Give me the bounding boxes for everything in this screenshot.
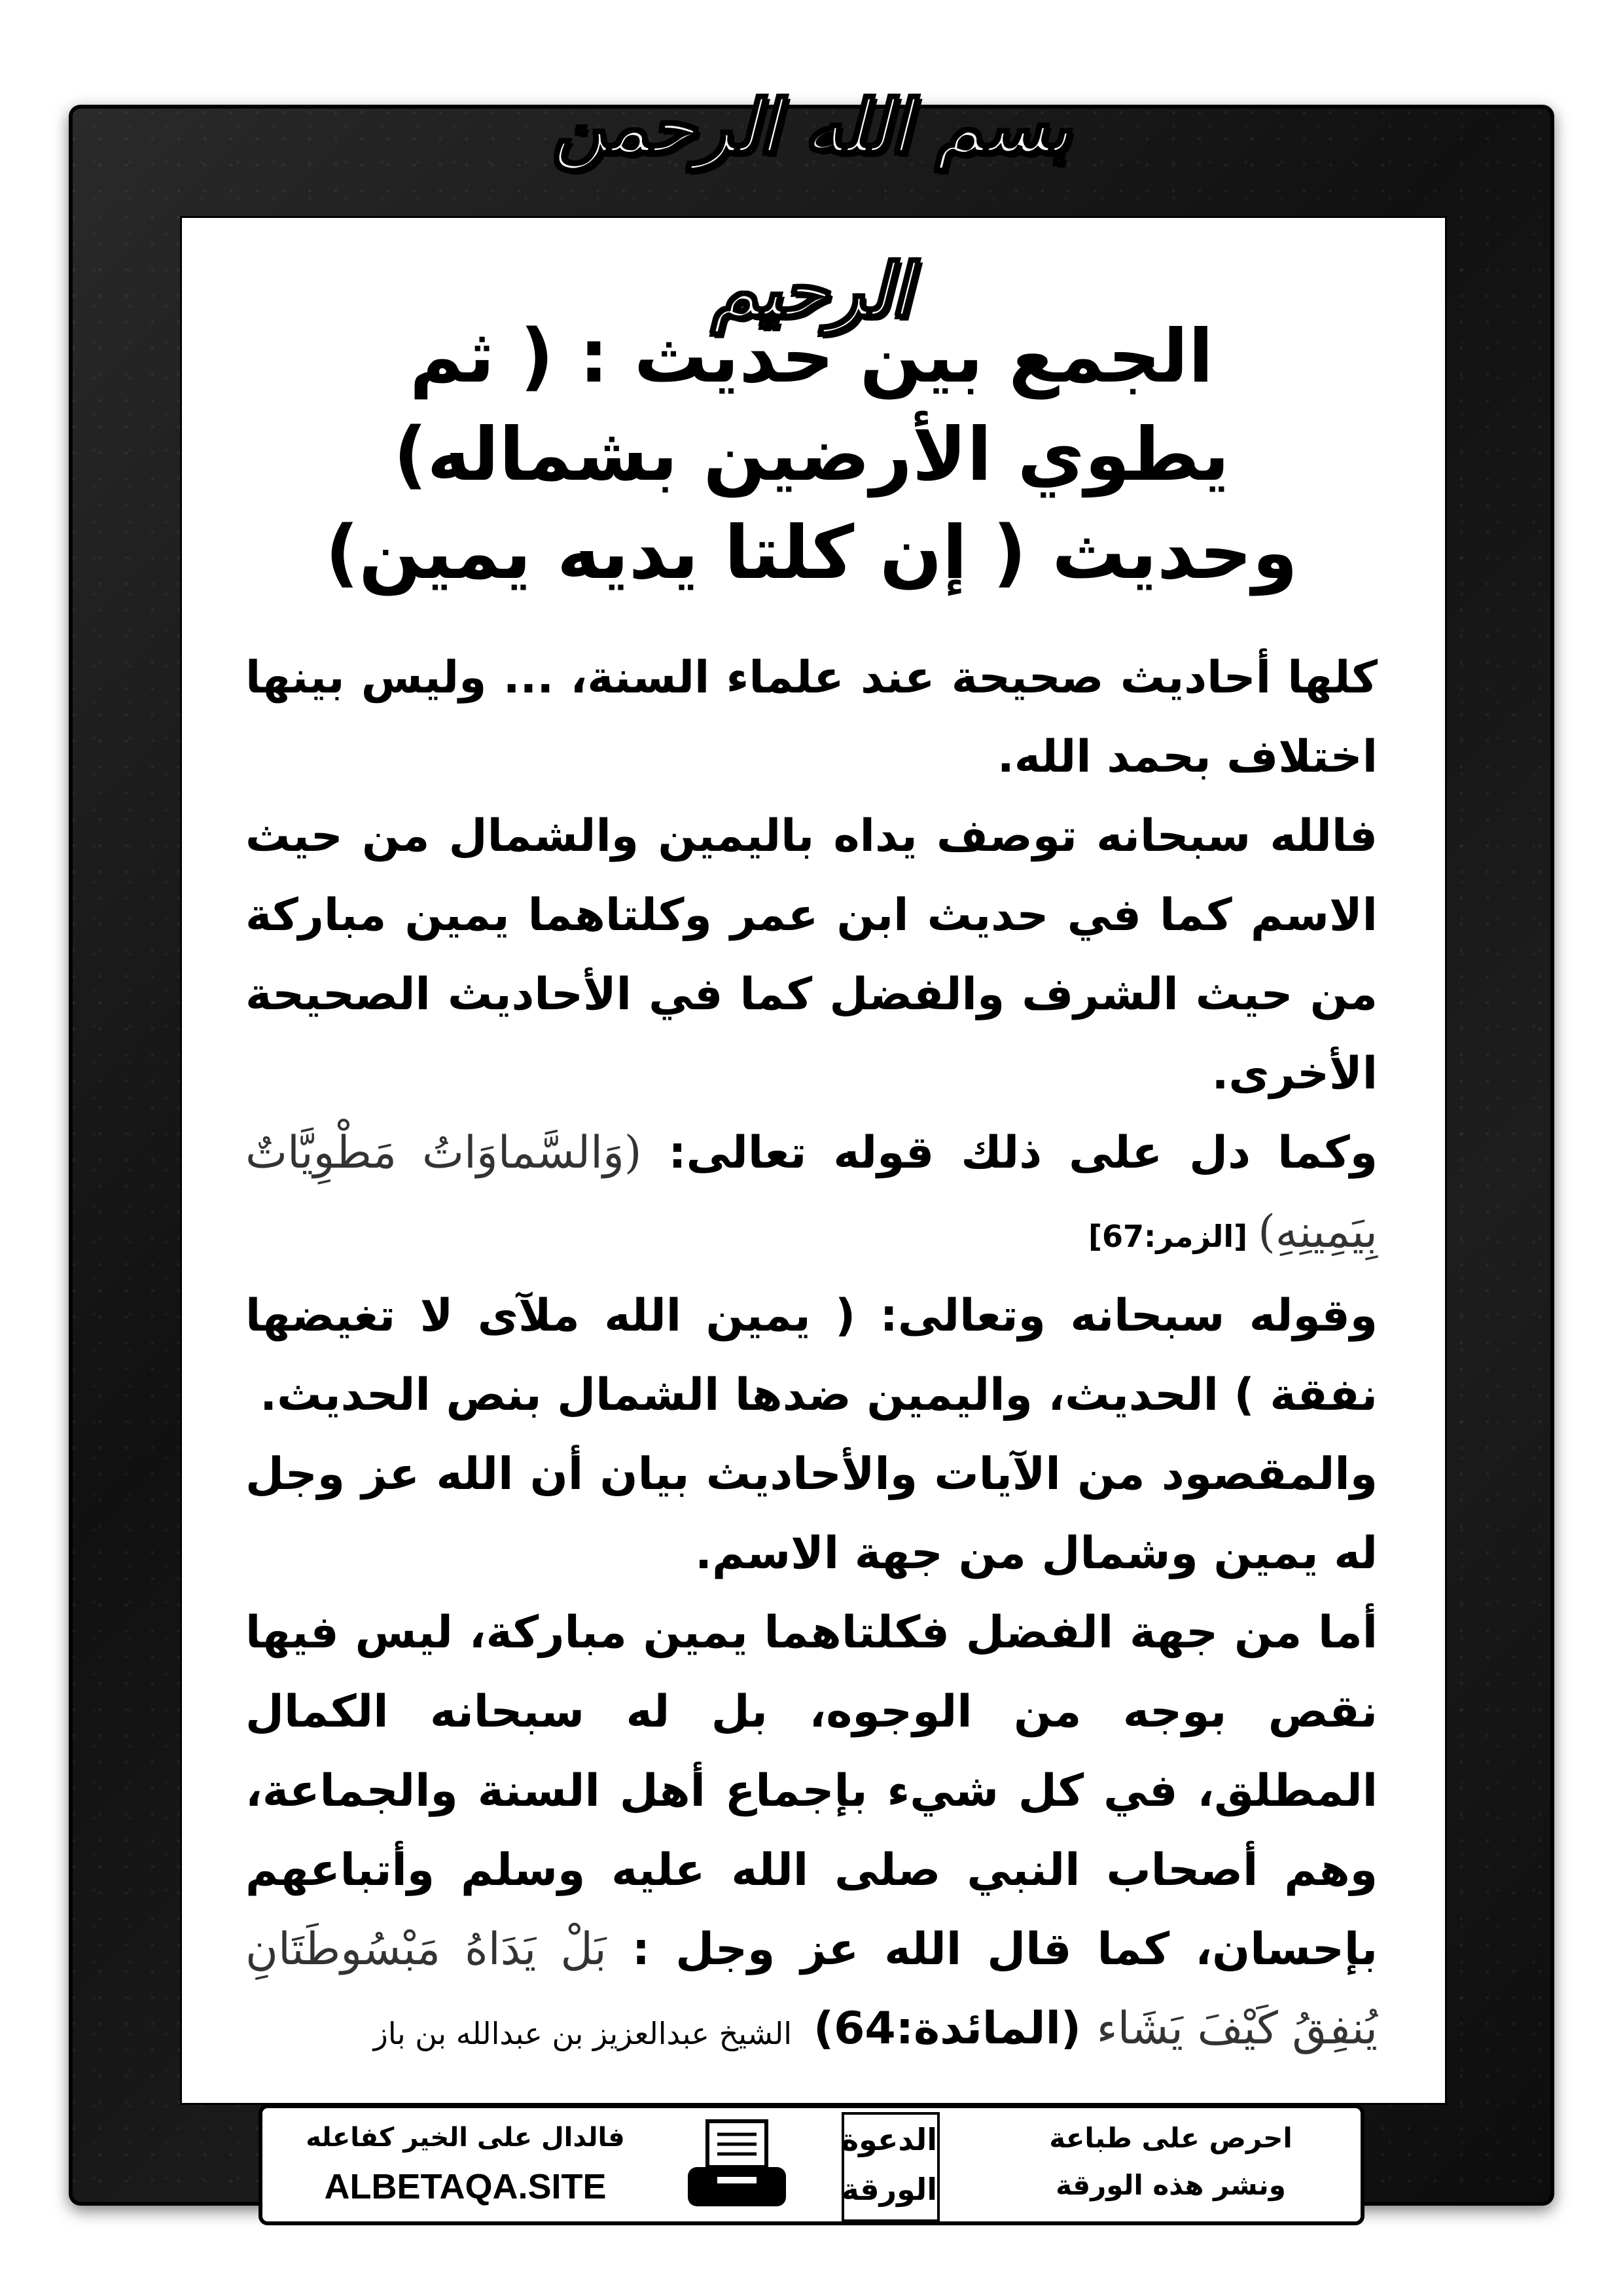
verse-ref-maida-open: ( — [1060, 2003, 1097, 2054]
verse-ref-zumar-surah: الزمر — [1156, 1219, 1234, 1254]
quran-verse-zumar: (وَالسَّماوَاتُ مَطْوِيَّاتٌ بِيَمِينِهِ) — [245, 1127, 1378, 1258]
verse-ref-zumar-open: [ — [1234, 1219, 1258, 1254]
paragraph-6-main: أما من جهة الفضل فكلتاهما يمين مباركة، ليس فيها نقص بوجه من الوجوه، بل له سبحانه الكمال المطلق، في كل شيء بإجماع أهل السنة والجماعة، وهم أصحاب النبي صلى الله عليه وسلم وأتباعهم بإحسان، كما قال الله عز وجل : — [245, 1607, 1378, 1975]
paragraph-1: كلها أحاديث صحيحة عند علماء السنة، ... وليس بينها اختلاف بحمد الله. — [245, 652, 1378, 783]
verse-ref-maida-surah: المائدة — [913, 2003, 1061, 2054]
quran-verse-maida: بَلْ يَدَاهُ مَبْسُوطَتَانِ يُنفِقُ كَيْفَ يَشَاء — [245, 1924, 1378, 2054]
paragraph-2: فالله سبحانه توصف يداه باليمين والشمال من حيث الاسم كما في حديث ابن عمر وكلتاهما يمين مباركة من حيث الشرف والفضل كما في الأحاديث الصحيحة الأخرى. — [245, 810, 1378, 1100]
footer-site-link[interactable]: ALBETAQA.SITE — [324, 2167, 607, 2206]
footer-print-note — [1007, 2115, 1334, 2219]
title-line-2: يطوي الأرضين بشماله) — [393, 412, 1230, 497]
paragraph-3 — [245, 1113, 1378, 1276]
title-line-3: وحديث ( إن كلتا يديه يمين) — [325, 511, 1298, 596]
print-note-line-2: ونشر هذه الورقة — [1056, 2169, 1286, 2201]
dawa-logo — [842, 2112, 940, 2222]
title-line-1: الجمع بين حديث : ( ثم — [409, 314, 1214, 399]
basmala-calligraphy: بسم الله الرحمن الرحيم — [552, 84, 1071, 334]
paragraph-3-intro: وكما دل على ذلك قوله تعالى: — [641, 1127, 1378, 1179]
print-note-line-1: احرص على طباعة — [1049, 2122, 1293, 2154]
verse-ref-maida-number: :64) — [813, 2003, 914, 2054]
paragraph-5: والمقصود من الآيات والأحاديث بيان أن الله عز وجل له يمين وشمال من جهة الاسم. — [245, 1448, 1378, 1579]
verse-ref-zumar-number: :67] — [1088, 1219, 1156, 1254]
footer-slogan: فالدال على الخير كفاعله — [306, 2123, 625, 2153]
logo-bottom-text: الورقة — [841, 2172, 937, 2207]
page-title — [281, 308, 1342, 602]
printer-icon — [681, 2115, 793, 2219]
footer-site-block — [289, 2115, 642, 2219]
logo-top-text: الدعوة — [840, 2122, 937, 2157]
footer-bar — [259, 2104, 1364, 2225]
article-body — [245, 638, 1378, 2068]
paragraph-4: وقوله سبحانه وتعالى: ( يمين الله ملآى لا تغيضها نفقة ) الحديث، واليمين ضدها الشمال بنص الحديث. — [245, 1290, 1378, 1421]
paragraph-6 — [245, 1593, 1378, 2068]
author-name: الشيخ عبدالعزيز بن عبدالله بن باز — [373, 2016, 792, 2051]
